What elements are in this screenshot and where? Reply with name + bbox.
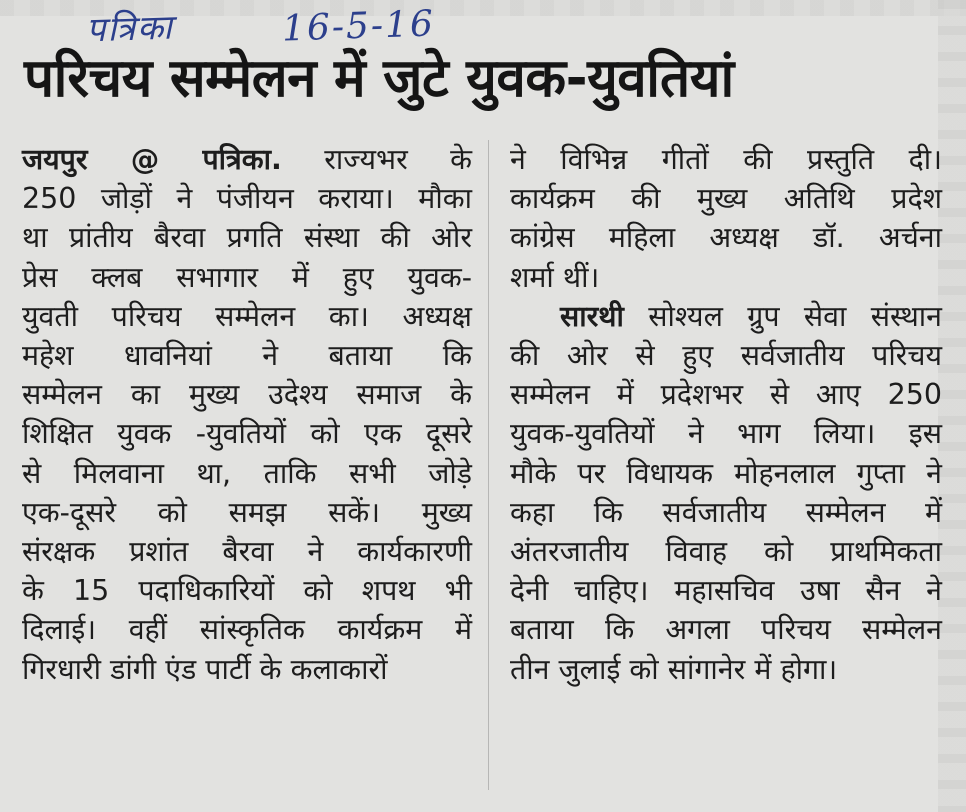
article-line: था प्रांतीय बैरवा प्रगति संस्था की ओर: [22, 221, 472, 255]
article-line: युवती परिचय सम्मेलन का। अध्यक्ष: [22, 299, 472, 333]
article-line: अंतरजातीय विवाह को प्राथमिकता: [510, 535, 942, 569]
article-line: 250 जोड़ों ने पंजीयन कराया। मौका: [22, 182, 472, 216]
headline: परिचय सम्मेलन में जुटे युवक-युवतियां: [24, 48, 734, 109]
handwritten-source-note: पत्रिका: [85, 7, 175, 51]
article-line: कांग्रेस महिला अध्यक्ष डॉ. अर्चना: [510, 221, 942, 255]
article-line: [510, 297, 942, 336]
article-line: देनी चाहिए। महासचिव उषा सैन ने: [510, 574, 942, 608]
article-line: [22, 140, 472, 179]
article-line: से मिलवाना था, ताकि सभी जोड़े: [22, 456, 472, 490]
article-column-right: [510, 140, 942, 689]
article-line: तीन जुलाई को सांगानेर में होगा।: [510, 652, 838, 686]
section-lead: सारथी: [560, 299, 624, 333]
article-line: सम्मेलन में प्रदेशभर से आए 250: [510, 378, 942, 412]
article-line: सम्मेलन का मुख्य उदेश्य समाज के: [22, 378, 472, 412]
article-line: कार्यक्रम की मुख्य अतिथि प्रदेश: [510, 182, 942, 216]
article-line: दिलाई। वहीं सांस्कृतिक कार्यक्रम में: [22, 613, 472, 647]
article-line: गिरधारी डांगी एंड पार्टी के कलाकारों: [22, 652, 388, 686]
article-line: की ओर से हुए सर्वजातीय परिचय: [510, 339, 942, 373]
handwritten-date-note: 16-5-16: [281, 3, 436, 50]
article-line: मौके पर विधायक मोहनलाल गुप्ता ने: [510, 456, 942, 490]
article-column-left: [22, 140, 472, 689]
article-line: शिक्षित युवक -युवतियों को एक दूसरे: [22, 417, 472, 451]
article-text: सोश्यल ग्रुप सेवा संस्थान: [623, 299, 942, 333]
article-line: कहा कि सर्वजातीय सम्मेलन में: [510, 495, 942, 529]
article-line: संरक्षक प्रशांत बैरवा ने कार्यकारणी: [22, 535, 472, 569]
article-line: बताया कि अगला परिचय सम्मेलन: [510, 613, 942, 647]
dateline: जयपुर @ पत्रिका.: [22, 143, 282, 176]
article-text: राज्यभर के: [281, 143, 472, 176]
article-line: युवक-युवतियों ने भाग लिया। इस: [510, 417, 942, 451]
column-divider: [488, 140, 489, 790]
article-line: प्रेस क्लब सभागार में हुए युवक-: [22, 260, 472, 294]
article-line: ने विभिन्न गीतों की प्रस्तुति दी।: [510, 143, 942, 176]
article-line: शर्मा थीं।: [510, 260, 600, 294]
article-line: एक-दूसरे को समझ सकें। मुख्य: [22, 495, 472, 529]
bleed-through-texture-right: [938, 0, 966, 812]
article-line: महेश धावनियां ने बताया कि: [22, 339, 472, 373]
article-line: के 15 पदाधिकारियों को शपथ भी: [22, 574, 472, 608]
